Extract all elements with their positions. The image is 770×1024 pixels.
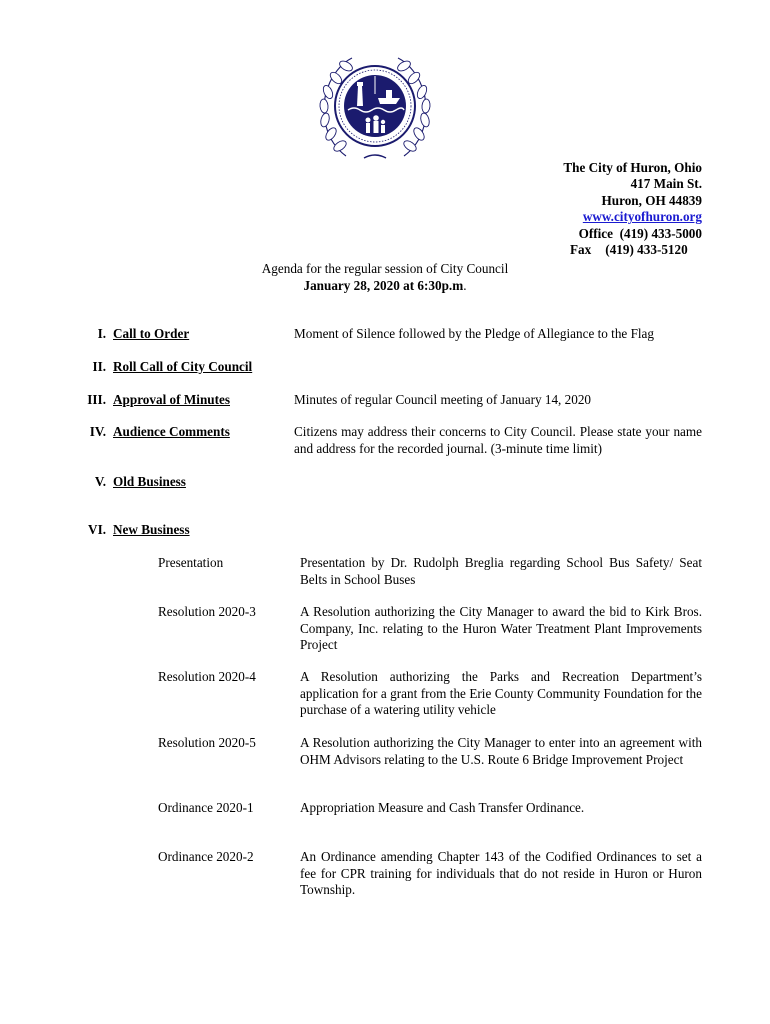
item-label: Ordinance 2020-1 [158, 800, 254, 815]
section-audience-comments-desc: Citizens may address their concerns to City Council. Please state your name and address for the recorded journal. (3-minute time limit) [294, 424, 702, 456]
agenda-title: Agenda for the regular session of City Council [261, 261, 509, 276]
agenda-date: January 28, 2020 at 6:30p.m. [303, 278, 467, 293]
item-desc: A Resolution authorizing the Parks and Recreation Department’s application for a grant from the Erie County Community Foundation for the purchase of a watering utility vehicle [300, 669, 702, 717]
section-call-to-order: I. Call to Order [97, 326, 190, 341]
item-desc: Appropriation Measure and Cash Transfer Ordinance. [300, 800, 585, 815]
section-call-to-order-desc: Moment of Silence followed by the Pledge of Allegiance to the Flag [294, 326, 655, 341]
item-desc: A Resolution authorizing the City Manager to enter into an agreement with OHM Advisors relating to the U.S. Route 6 Bridge Improvement Project [300, 735, 702, 767]
section-roll-call: II. Roll Call of City Council [92, 359, 253, 374]
fax-label: Fax [570, 242, 592, 258]
website-link[interactable]: www.cityofhuron.org [582, 209, 702, 225]
street-address: 417 Main St. [630, 176, 702, 192]
item-label: Resolution 2020-5 [158, 735, 256, 750]
section-old-business: V. Old Business [94, 474, 186, 489]
office-label: Office [578, 225, 613, 241]
item-label: Ordinance 2020-2 [158, 849, 254, 864]
item-label: Resolution 2020-4 [158, 669, 256, 684]
fax-row [563, 242, 702, 258]
item-desc: An Ordinance amending Chapter 143 of the Codified Ordinances to set a fee for CPR training for individuals that do not reside in Huron or Huron Township. [300, 849, 702, 897]
section-new-business: VI. New Business [88, 522, 190, 537]
item-desc: Presentation by Dr. Rudolph Breglia regarding School Bus Safety/ Seat Belts in School Buses [300, 555, 702, 587]
city-seal-icon [316, 48, 434, 166]
item-label: Presentation [158, 555, 224, 570]
office-phone: (419) 433-5000 [619, 225, 702, 241]
section-audience-comments: IV. Audience Comments [89, 424, 230, 439]
contact-block [563, 160, 702, 258]
item-desc: A Resolution authorizing the City Manager to award the bid to Kirk Bros. Company, Inc. relating to the Huron Water Treatment Plant Improvements Project [300, 604, 702, 652]
fax-phone: (419) 433-5120 [605, 242, 688, 258]
item-label: Resolution 2020-3 [158, 604, 256, 619]
agenda-heading [0, 260, 770, 294]
city-name: The City of Huron, Ohio [563, 160, 702, 175]
city-state-zip: Huron, OH 44839 [601, 192, 702, 208]
section-approval-of-minutes: III. Approval of Minutes [87, 392, 230, 407]
office-phone-row [563, 226, 702, 242]
section-approval-of-minutes-desc: Minutes of regular Council meeting of January 14, 2020 [294, 392, 592, 407]
